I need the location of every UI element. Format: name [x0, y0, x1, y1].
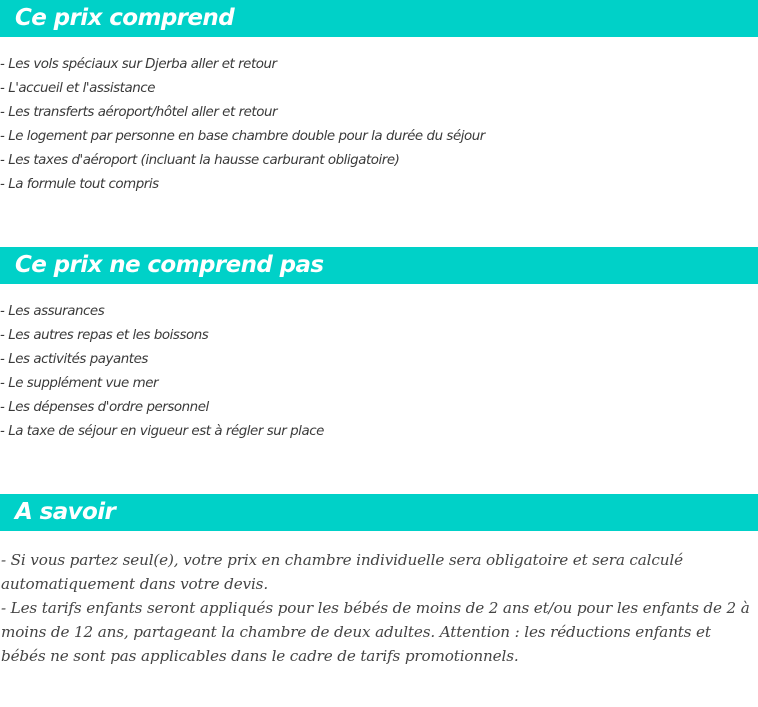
note-paragraph: - Si vous partez seul(e), votre prix en chambre individuelle sera obligatoire et sera calculé automatiquement dans votre devis. — [1, 551, 683, 593]
list-item: - Le logement par personne en base chambre double pour la durée du séjour — [0, 129, 485, 144]
section-header-to-know — [0, 494, 758, 531]
included-list — [0, 53, 485, 197]
list-item: - Les taxes d'aéroport (incluant la hausse carburant obligatoire) — [0, 153, 400, 168]
list-item: - La formule tout compris — [0, 177, 159, 192]
list-item: - Les activités payantes — [0, 352, 148, 367]
list-item: - Les transferts aéroport/hôtel aller et retour — [0, 105, 278, 120]
section-title-not-included: Ce prix ne comprend pas — [15, 252, 324, 278]
section-header-not-included — [0, 247, 758, 284]
list-item: - Les assurances — [0, 304, 105, 319]
list-item: - Les autres repas et les boissons — [0, 328, 209, 343]
list-item: - La taxe de séjour en vigueur est à régler sur place — [0, 424, 324, 439]
list-item: - Les dépenses d'ordre personnel — [0, 400, 209, 415]
section-header-included — [0, 0, 758, 37]
note-paragraph: - Les tarifs enfants seront appliqués pour les bébés de moins de 2 ans et/ou pour les enfants de 2 à moins de 12 ans, partageant la chambre de deux adultes. Attention : les réductions enfants et bébés ne sont pas applicables dans le cadre de tarifs promotionnels. — [1, 599, 750, 665]
section-title-included: Ce prix comprend — [15, 5, 235, 31]
list-item: - L'accueil et l'assistance — [0, 81, 155, 96]
not-included-list — [0, 300, 324, 444]
list-item: - Les vols spéciaux sur Djerba aller et retour — [0, 57, 277, 72]
list-item: - Le supplément vue mer — [0, 376, 159, 391]
section-title-to-know: A savoir — [15, 499, 116, 525]
to-know-notes — [1, 548, 751, 668]
